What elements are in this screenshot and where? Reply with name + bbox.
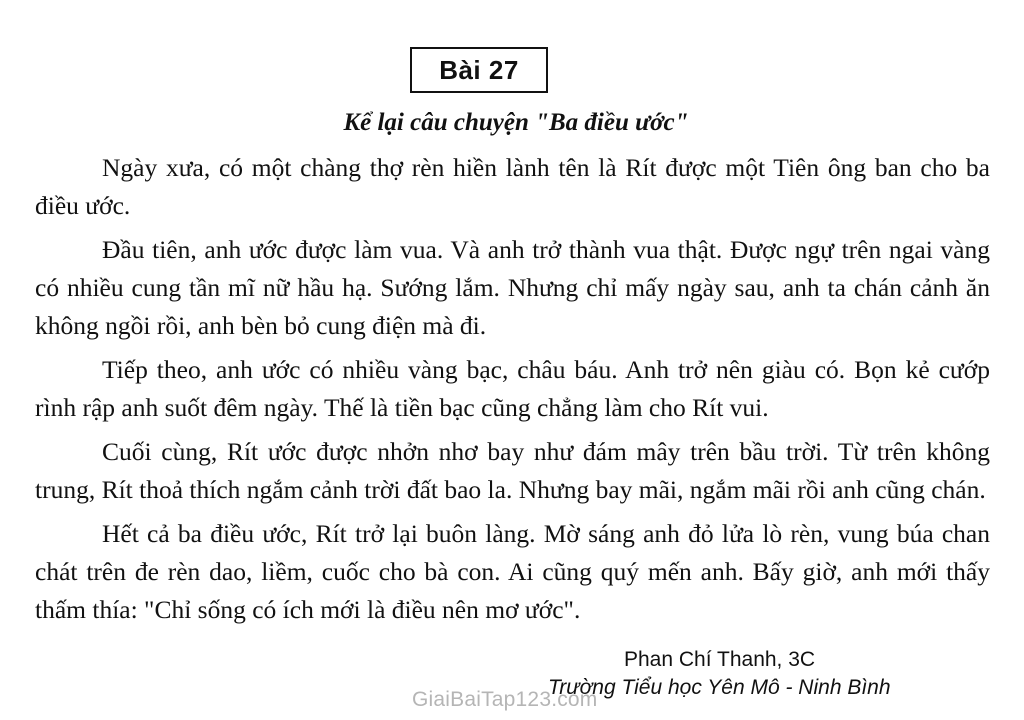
story-paragraph: Tiếp theo, anh ước có nhiều vàng bạc, châu báu. Anh trở nên giàu có. Bọn kẻ cướp rình rập anh suốt đêm ngày. Thế là tiền bạc cũng chẳng làm cho Rít vui. [35,355,990,422]
story-paragraph: Ngày xưa, có một chàng thợ rèn hiền lành tên là Rít được một Tiên ông ban cho ba điều ước. [35,153,990,220]
lesson-label: Bài 27 [410,47,548,93]
story-body [35,149,990,635]
school-name: Trường Tiểu học Yên Mô - Ninh Bình [548,676,891,699]
signature [548,646,968,702]
story-paragraph: Hết cả ba điều ước, Rít trở lại buôn làng. Mờ sáng anh đỏ lửa lò rèn, vung búa chan chát trên đe rèn dao, liềm, cuốc cho bà con. Ai cũng quý mến anh. Bấy giờ, anh mới thấy thấm thía: "Chỉ sống có ích mới là điều nên mơ ước". [35,519,990,624]
story-paragraph: Đầu tiên, anh ước được làm vua. Và anh trở thành vua thật. Được ngự trên ngai vàng có nhiều cung tần mĩ nữ hầu hạ. Sướng lắm. Nhưng chỉ mấy ngày sau, anh ta chán cảnh ăn không ngồi rồi, anh bèn bỏ cung điện mà đi. [35,235,990,340]
story-paragraph: Cuối cùng, Rít ước được nhởn nhơ bay như đám mây trên bầu trời. Từ trên không trung, Rít thoả thích ngắm cảnh trời đất bao la. Nhưng bay mãi, ngắm mãi rồi anh cũng chán. [35,437,990,504]
author-name: Phan Chí Thanh, 3C [624,648,816,671]
watermark: GiaiBaiTap123.com [412,688,598,711]
story-title: Kể lại câu chuyện "Ba điều ước" [343,109,689,136]
